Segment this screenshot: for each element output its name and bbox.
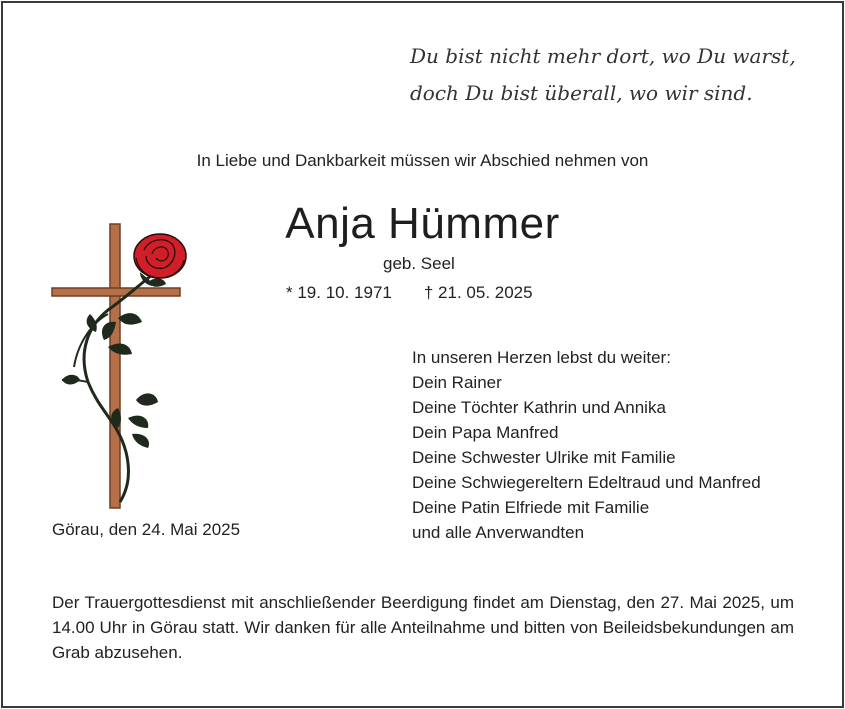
intro-text: In Liebe und Dankbarkeit müssen wir Abschied nehmen von xyxy=(196,151,649,170)
cross-with-rose-icon xyxy=(48,222,190,512)
funeral-notice: Der Trauergottesdienst mit anschließender Beerdigung findet am Dienstag, den 27. Mai 2025, um 14.00 Uhr in Görau statt. Wir danken für alle Anteilnahme und bitten von Beileidsbekundungen am Grab abzusehen. xyxy=(52,593,794,662)
mourners-line: In unseren Herzen lebst du weiter: xyxy=(412,348,671,367)
mourners-line: und alle Anverwandten xyxy=(412,523,585,542)
birth-date: * 19. 10. 1971 xyxy=(286,283,392,302)
mourners-line: Deine Patin Elfriede mit Familie xyxy=(412,498,650,517)
life-dates xyxy=(286,283,533,303)
born-name: geb. Seel xyxy=(383,254,455,273)
mourners-line: Deine Schwiegereltern Edeltraud und Manfred xyxy=(412,473,761,492)
mourners-line: Dein Rainer xyxy=(412,373,502,392)
mourners-line: Deine Töchter Kathrin und Annika xyxy=(412,398,666,417)
motto-line-1: Du bist nicht mehr dort, wo Du warst, xyxy=(410,44,796,68)
motto-line-2: doch Du bist überall, wo wir sind. xyxy=(410,81,753,105)
mourners-line: Dein Papa Manfred xyxy=(412,423,559,442)
place-and-date: Görau, den 24. Mai 2025 xyxy=(52,520,241,539)
deceased-name: Anja Hümmer xyxy=(285,199,560,248)
mourners-list xyxy=(412,345,761,545)
mourners-line: Deine Schwester Ulrike mit Familie xyxy=(412,448,676,467)
death-date: † 21. 05. 2025 xyxy=(423,283,533,302)
motto-verse xyxy=(410,38,830,112)
